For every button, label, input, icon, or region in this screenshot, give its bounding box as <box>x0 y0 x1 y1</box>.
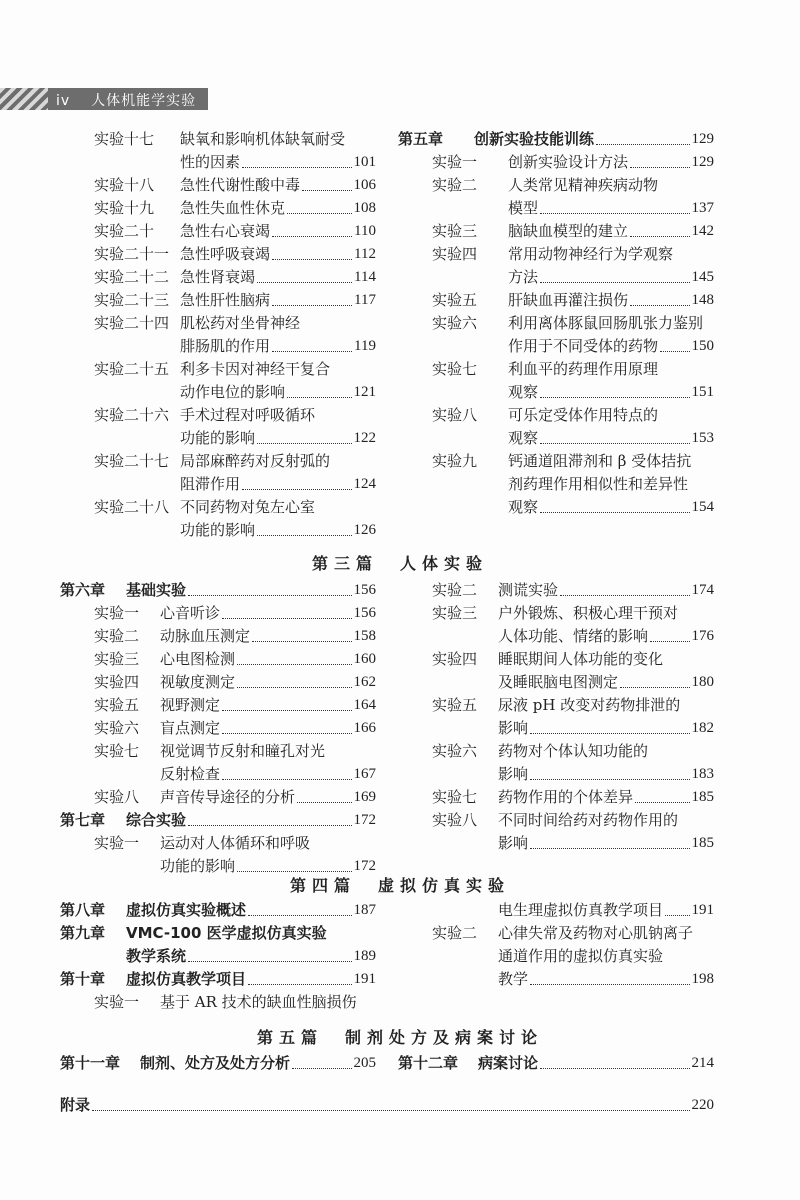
entry-title: 基础实验 <box>126 581 187 599</box>
entry-label: 实验六 <box>94 719 140 737</box>
entry-title: 钙通道阻滞剂和 β 受体拮抗 <box>508 452 692 470</box>
part5-title: 第五篇 制剂处方及病案讨论 <box>256 1028 543 1047</box>
page-number: 119 <box>354 338 376 354</box>
leader-dots <box>272 236 352 237</box>
page-number: 154 <box>691 499 714 515</box>
entry-title: 肝缺血再灌注损伤 <box>508 291 629 309</box>
entry-title: 动作电位的影响 <box>180 383 286 401</box>
page-number: 169 <box>353 789 376 805</box>
entry-title: 利多卡因对神经干复合 <box>180 360 331 378</box>
chapter-entry <box>60 809 376 832</box>
leader-dots <box>630 167 689 168</box>
leader-dots <box>530 984 689 985</box>
entry-title: 影响 <box>498 834 529 852</box>
entry-title: 药物对个体认知功能的 <box>498 742 649 760</box>
page-number: 172 <box>353 812 376 828</box>
entry-title: 制剂、处方及处方分析 <box>140 1054 291 1072</box>
toc-entry <box>60 220 376 243</box>
leader-dots <box>257 535 351 536</box>
toc-entry <box>398 220 714 243</box>
entry-title: 局部麻醉药对反射弧的 <box>180 452 331 470</box>
leader-dots <box>620 687 689 688</box>
entry-label: 实验二 <box>432 924 478 942</box>
leader-dots <box>530 733 689 734</box>
entry-label: 实验七 <box>432 360 478 378</box>
toc-entry <box>60 832 376 878</box>
entry-title: 动脉血压测定 <box>160 627 251 645</box>
entry-title: 观察 <box>508 383 539 401</box>
toc-entry <box>60 786 376 809</box>
entry-label: 第八章 <box>60 901 106 919</box>
toc-entry <box>60 312 376 358</box>
toc-col-part4-right <box>398 899 714 991</box>
toc-entry <box>398 151 714 174</box>
leader-dots <box>257 282 352 283</box>
entry-title: 模型 <box>508 199 539 217</box>
toc-entry <box>60 671 376 694</box>
entry-title: 观察 <box>508 498 539 516</box>
entry-label: 实验七 <box>432 788 478 806</box>
toc-entry <box>398 648 714 694</box>
entry-title: 肌松药对坐骨神经 <box>180 314 301 332</box>
entry-label: 实验一 <box>94 993 140 1011</box>
page-number: 162 <box>353 674 376 690</box>
entry-title: 缺氧和影响机体缺氧耐受 <box>180 130 346 148</box>
entry-title: 方法 <box>508 268 539 286</box>
entry-title: 视觉调节反射和瞳孔对光 <box>160 742 326 760</box>
toc-entry <box>60 648 376 671</box>
entry-title: 创新实验设计方法 <box>508 153 629 171</box>
entry-title: 性的因素 <box>180 153 241 171</box>
page-number: 183 <box>691 766 714 782</box>
chapter-entry <box>398 128 714 151</box>
entry-title: 心音听诊 <box>160 604 221 622</box>
entry-label: 实验二 <box>432 581 478 599</box>
leader-dots <box>660 351 689 352</box>
toc-entry <box>60 496 376 542</box>
leader-dots <box>257 443 351 444</box>
entry-label: 实验二十八 <box>94 498 170 516</box>
page-number: 101 <box>353 154 376 170</box>
leader-dots <box>560 595 689 596</box>
entry-title: 常用动物神经行为学观察 <box>508 245 674 263</box>
entry-title: 教学 <box>498 970 529 988</box>
entry-title: 影响 <box>498 719 529 737</box>
toc-entry <box>60 740 376 786</box>
page-number: 122 <box>353 430 376 446</box>
entry-label: 实验八 <box>432 811 478 829</box>
entry-label: 实验一 <box>432 153 478 171</box>
entry-title: 视敏度测定 <box>160 673 236 691</box>
leader-dots <box>272 305 352 306</box>
leader-dots <box>630 236 689 237</box>
entry-title: 盲点测定 <box>160 719 221 737</box>
toc-entry <box>398 450 714 519</box>
toc-entry <box>60 243 376 266</box>
leader-dots <box>650 641 689 642</box>
entry-title: 药物作用的个体差异 <box>498 788 634 806</box>
page-number: 156 <box>353 582 376 598</box>
page-number: 172 <box>353 858 376 874</box>
entry-title: 不同时间给药对药物作用的 <box>498 811 679 829</box>
leader-dots <box>540 512 689 513</box>
leader-dots <box>242 489 351 490</box>
entry-title: 急性肝性脑病 <box>180 291 271 309</box>
entry-label: 第九章 <box>60 924 106 942</box>
page-number: 110 <box>354 223 376 239</box>
entry-label: 实验五 <box>432 291 478 309</box>
leader-dots <box>596 144 689 145</box>
toc-entry <box>398 694 714 740</box>
page-number: 153 <box>691 430 714 446</box>
entry-label: 实验六 <box>432 742 478 760</box>
page-number: 191 <box>691 902 714 918</box>
entry-label: 第十二章 <box>398 1054 459 1072</box>
leader-dots <box>242 167 351 168</box>
leader-dots <box>630 305 689 306</box>
entry-title: 手术过程对呼吸循环 <box>180 406 316 424</box>
entry-label: 实验二 <box>432 176 478 194</box>
entry-label: 第十章 <box>60 970 106 988</box>
leader-dots <box>272 351 352 352</box>
page-number: 214 <box>691 1055 714 1071</box>
page-number: 174 <box>691 582 714 598</box>
entry-label: 第十一章 <box>60 1054 121 1072</box>
toc-entry <box>60 128 376 174</box>
toc-entry <box>398 312 714 358</box>
leader-dots <box>287 213 351 214</box>
page-number: 142 <box>691 223 714 239</box>
entry-label: 实验三 <box>432 604 478 622</box>
entry-label: 实验六 <box>432 314 478 332</box>
page-number: 187 <box>353 902 376 918</box>
page-number: 129 <box>691 131 714 147</box>
entry-title: 综合实验 <box>126 811 187 829</box>
appendix-page: 220 <box>691 1097 714 1113</box>
leader-dots <box>635 802 689 803</box>
toc-entry <box>398 174 714 220</box>
page-number: 191 <box>353 971 376 987</box>
leader-dots <box>297 802 351 803</box>
entry-title: 虚拟仿真实验概述 <box>126 901 247 919</box>
leader-dots <box>188 961 351 962</box>
toc-entry <box>60 602 376 625</box>
page-number: 176 <box>691 628 714 644</box>
entry-title: 心律失常及药物对心肌钠离子 <box>498 924 694 942</box>
page-number: 114 <box>354 269 376 285</box>
toc-entry <box>60 358 376 404</box>
leader-dots <box>222 710 351 711</box>
page-number: 158 <box>353 628 376 644</box>
entry-label: 实验十九 <box>94 199 155 217</box>
leader-dots <box>237 664 351 665</box>
entry-title: 急性代谢性酸中毒 <box>180 176 301 194</box>
page-number: 189 <box>353 948 376 964</box>
leader-dots <box>665 915 689 916</box>
entry-title: 病案讨论 <box>478 1054 539 1072</box>
entry-label: 第六章 <box>60 581 106 599</box>
leader-dots <box>272 259 352 260</box>
entry-label: 实验二十七 <box>94 452 170 470</box>
entry-title: 人体功能、情绪的影响 <box>498 627 649 645</box>
entry-title: 视野测定 <box>160 696 221 714</box>
running-header <box>0 88 208 110</box>
leader-dots <box>248 984 351 985</box>
page-number: 129 <box>691 154 714 170</box>
leader-dots <box>188 825 351 826</box>
toc-col-part2-left <box>60 128 376 542</box>
chapter-entry <box>60 899 376 922</box>
page-number: 124 <box>353 476 376 492</box>
entry-title: 电生理虚拟仿真教学项目 <box>498 901 664 919</box>
entry-label: 实验二十二 <box>94 268 170 286</box>
leader-dots <box>222 733 351 734</box>
leader-dots <box>530 779 689 780</box>
toc-entry <box>398 289 714 312</box>
toc-entry <box>60 717 376 740</box>
entry-label: 实验五 <box>94 696 140 714</box>
entry-title: 利用离体豚鼠回肠肌张力鉴别 <box>508 314 704 332</box>
toc-entry <box>60 694 376 717</box>
entry-title: 人类常见精神疾病动物 <box>508 176 659 194</box>
leader-dots <box>530 848 689 849</box>
chapter-entry <box>60 922 376 968</box>
toc-col-part5-right <box>398 1052 714 1075</box>
leader-dots <box>287 397 351 398</box>
toc-entry <box>398 602 714 648</box>
toc-col-part3-left <box>60 579 376 878</box>
entry-label: 实验十七 <box>94 130 155 148</box>
entry-title: 反射检查 <box>160 765 221 783</box>
entry-title: 不同药物对兔左心室 <box>180 498 316 516</box>
page-number: 148 <box>691 292 714 308</box>
entry-label: 实验八 <box>94 788 140 806</box>
page-number: 198 <box>691 971 714 987</box>
entry-label: 实验四 <box>94 673 140 691</box>
entry-title: 阻滞作用 <box>180 475 241 493</box>
entry-label: 实验二十六 <box>94 406 170 424</box>
entry-label: 实验十八 <box>94 176 155 194</box>
header-text <box>56 90 196 110</box>
entry-title: 急性失血性休克 <box>180 199 286 217</box>
entry-title: 急性右心衰竭 <box>180 222 271 240</box>
entry-title: 运动对人体循环和呼吸 <box>160 834 311 852</box>
entry-title: 作用于不同受体的药物 <box>508 337 659 355</box>
entry-label: 实验八 <box>432 406 478 424</box>
leader-dots <box>540 282 689 283</box>
entry-label: 实验三 <box>94 650 140 668</box>
page-number: 121 <box>353 384 376 400</box>
toc-entry <box>398 809 714 855</box>
entry-label: 实验二十 <box>94 222 155 240</box>
chapter-entry <box>60 1052 376 1075</box>
entry-title: 教学系统 <box>126 947 187 965</box>
page-number: 205 <box>353 1055 376 1071</box>
toc-entry <box>398 404 714 450</box>
page-number: 145 <box>691 269 714 285</box>
entry-label: 实验二 <box>94 627 140 645</box>
entry-label: 实验一 <box>94 604 140 622</box>
appendix-entry <box>60 1094 714 1117</box>
leader-dots <box>540 443 689 444</box>
toc-col-part5-left <box>60 1052 376 1075</box>
entry-title: 急性呼吸衰竭 <box>180 245 271 263</box>
entry-title: 心电图检测 <box>160 650 236 668</box>
leader-dots <box>237 871 351 872</box>
page-number: 167 <box>353 766 376 782</box>
entry-title: 观察 <box>508 429 539 447</box>
entry-title: 基于 AR 技术的缺血性脑损伤 <box>160 993 357 1011</box>
entry-label: 第五章 <box>398 130 444 148</box>
entry-title: 及睡眠脑电图测定 <box>498 673 619 691</box>
toc-entry <box>398 358 714 404</box>
entry-label: 第七章 <box>60 811 106 829</box>
leader-dots <box>92 1110 689 1111</box>
page-number: 182 <box>691 720 714 736</box>
leader-dots <box>540 397 689 398</box>
leader-dots <box>540 1068 689 1069</box>
leader-dots <box>302 190 351 191</box>
entry-title: 脑缺血模型的建立 <box>508 222 629 240</box>
entry-title: 通道作用的虚拟仿真实验 <box>498 947 664 965</box>
page-number: 185 <box>691 835 714 851</box>
page-number: 166 <box>353 720 376 736</box>
header-book-title: 人体机能学实验 <box>91 93 197 109</box>
entry-title: 可乐定受体作用特点的 <box>508 406 659 424</box>
entry-title: 测谎实验 <box>498 581 559 599</box>
header-stripes <box>0 88 48 110</box>
leader-dots <box>237 687 351 688</box>
entry-title: 急性肾衰竭 <box>180 268 256 286</box>
entry-title: 创新实验技能训练 <box>474 130 595 148</box>
page-number: 117 <box>354 292 376 308</box>
entry-title: 利血平的药理作用原理 <box>508 360 659 378</box>
entry-label: 实验三 <box>432 222 478 240</box>
entry-title: VMC-100 医学虚拟仿真实验 <box>126 924 327 942</box>
leader-dots <box>248 915 351 916</box>
entry-title: 睡眠期间人体功能的变化 <box>498 650 664 668</box>
toc-entry <box>60 404 376 450</box>
entry-label: 实验二十一 <box>94 245 170 263</box>
entry-title: 功能的影响 <box>180 429 256 447</box>
toc-entry <box>398 922 714 991</box>
entry-title: 声音传导途径的分析 <box>160 788 296 806</box>
leader-dots <box>222 618 351 619</box>
page-number: 185 <box>691 789 714 805</box>
page-number: 164 <box>353 697 376 713</box>
toc-entry <box>60 266 376 289</box>
appendix-label: 附录 <box>60 1096 91 1114</box>
toc-entry <box>60 450 376 496</box>
page-number: 106 <box>353 177 376 193</box>
entry-label: 实验七 <box>94 742 140 760</box>
part4-title: 第四篇 虚拟仿真实验 <box>289 876 510 895</box>
page-number: 180 <box>691 674 714 690</box>
entry-label: 实验二十四 <box>94 314 170 332</box>
toc-col-part2-right <box>398 128 714 519</box>
entry-title: 功能的影响 <box>180 521 256 539</box>
toc-entry <box>60 991 376 1014</box>
entry-title: 剂药理作用相似性和差异性 <box>508 475 689 493</box>
toc-entry <box>398 899 714 922</box>
toc-entry <box>60 625 376 648</box>
entry-label: 实验四 <box>432 650 478 668</box>
toc-entry <box>60 197 376 220</box>
toc-col-part3-right <box>398 579 714 855</box>
entry-title: 腓肠肌的作用 <box>180 337 271 355</box>
toc-entry <box>398 579 714 602</box>
page-number: 126 <box>353 522 376 538</box>
leader-dots <box>252 641 351 642</box>
part3-title: 第三篇 人体实验 <box>311 554 488 573</box>
toc-entry <box>60 174 376 197</box>
toc-entry <box>398 786 714 809</box>
page-number: 150 <box>691 338 714 354</box>
entry-label: 实验二十三 <box>94 291 170 309</box>
leader-dots <box>188 595 351 596</box>
entry-title: 影响 <box>498 765 529 783</box>
page-number: 137 <box>691 200 714 216</box>
toc-entry <box>398 243 714 289</box>
entry-label <box>432 899 498 922</box>
page-number: 151 <box>691 384 714 400</box>
entry-title: 功能的影响 <box>160 857 236 875</box>
chapter-entry <box>60 968 376 991</box>
leader-dots <box>540 213 689 214</box>
entry-label: 实验四 <box>432 245 478 263</box>
leader-dots <box>222 779 351 780</box>
chapter-entry <box>398 1052 714 1075</box>
entry-title: 户外锻炼、积极心理干预对 <box>498 604 679 622</box>
entry-title: 虚拟仿真教学项目 <box>126 970 247 988</box>
chapter-entry <box>60 579 376 602</box>
entry-label: 实验二十五 <box>94 360 170 378</box>
page-number: 108 <box>353 200 376 216</box>
header-page-number: iv <box>56 93 71 109</box>
page-number: 112 <box>354 246 376 262</box>
leader-dots <box>292 1068 351 1069</box>
entry-label: 实验五 <box>432 696 478 714</box>
toc-entry <box>60 289 376 312</box>
toc-entry <box>398 740 714 786</box>
page-number: 156 <box>353 605 376 621</box>
entry-label: 实验九 <box>432 452 478 470</box>
page-number: 160 <box>353 651 376 667</box>
entry-label: 实验一 <box>94 834 140 852</box>
toc-col-part4-left <box>60 899 376 1014</box>
entry-title: 尿液 pH 改变对药物排泄的 <box>498 696 681 714</box>
